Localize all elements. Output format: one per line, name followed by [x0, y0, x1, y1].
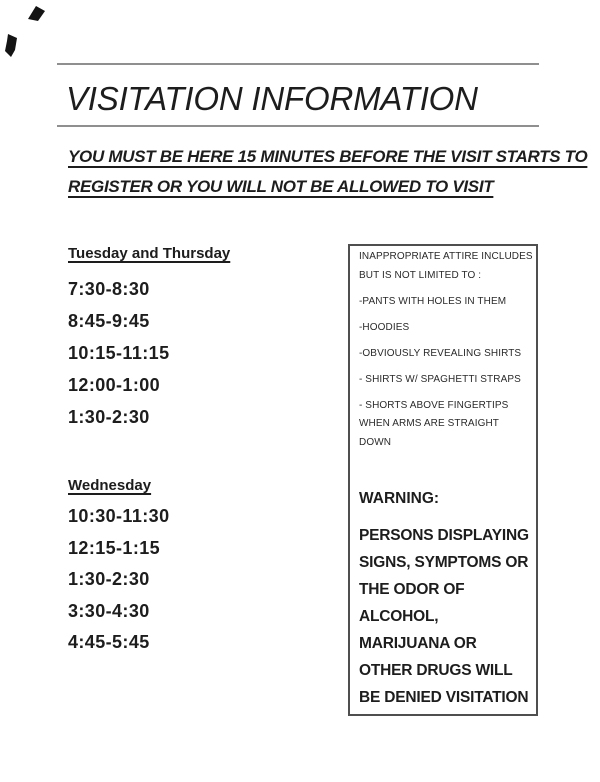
time-slot: 12:15-1:15 [68, 537, 161, 558]
warning-heading: WARNING: [359, 489, 440, 507]
attire-item-line: WHEN ARMS ARE STRAIGHT [359, 418, 499, 429]
warning-line: SIGNS, SYMPTOMS OR [359, 553, 529, 571]
attire-item-line: - SHORTS ABOVE FINGERTIPS [359, 399, 509, 411]
schedule-section-tuesday-thursday [68, 244, 338, 427]
schedule-day-heading: Tuesday and Thursday [68, 245, 231, 262]
warning-line: ALCOHOL, [359, 607, 439, 625]
time-slot: 7:30-8:30 [68, 279, 150, 299]
time-slot-list [68, 280, 338, 427]
title-top-rule [57, 63, 539, 65]
warning-section [359, 489, 531, 711]
time-slot: 4:45-5:45 [68, 632, 150, 652]
schedule-day-heading: Wednesday [68, 477, 152, 494]
scan-artifact-mark-top [28, 6, 45, 21]
time-slot: 12:00-1:00 [68, 375, 161, 395]
warning-line: BE DENIED VISITATION [359, 688, 529, 706]
time-slot: 10:15-11:15 [68, 343, 170, 363]
time-slot: 3:30-4:30 [68, 600, 150, 621]
time-slot-list [68, 507, 338, 652]
attire-item-line: -HOODIES [359, 321, 410, 333]
time-slot: 10:30-11:30 [68, 506, 170, 526]
attire-intro-line: INAPPROPRIATE ATTIRE INCLUDES [359, 251, 533, 262]
warning-body [359, 522, 531, 711]
attire-item-line: -PANTS WITH HOLES IN THEM [359, 295, 507, 307]
attire-rules-box [348, 244, 538, 716]
time-slot: 1:30-2:30 [68, 569, 150, 589]
attire-item-line: DOWN [359, 436, 392, 448]
attire-intro [359, 248, 531, 285]
warning-line: OTHER DRUGS WILL [359, 661, 513, 679]
warning-line: MARIJUANA OR [359, 634, 477, 652]
arrival-notice [68, 146, 587, 206]
arrival-notice-line: REGISTER OR YOU WILL NOT BE ALLOWED TO VISIT [68, 177, 494, 196]
arrival-notice-line: YOU MUST BE HERE 15 MINUTES BEFORE THE VISIT STARTS TO [68, 147, 588, 166]
visit-schedule [68, 244, 338, 665]
scan-artifact-mark-left [5, 34, 17, 57]
scan-artifact-marks [0, 0, 60, 62]
time-slot: 1:30-2:30 [68, 407, 150, 427]
time-slot: 8:45-9:45 [68, 311, 150, 331]
schedule-section-wednesday [68, 476, 338, 652]
title-bottom-rule [57, 125, 539, 127]
attire-item-list [359, 293, 531, 453]
attire-item-line: - SHIRTS W/ SPAGHETTI STRAPS [359, 373, 521, 385]
attire-item-line: -OBVIOUSLY REVEALING SHIRTS [359, 347, 522, 359]
warning-line: PERSONS DISPLAYING [359, 526, 529, 544]
attire-intro-line: BUT IS NOT LIMITED TO : [359, 269, 482, 281]
warning-line: THE ODOR OF [359, 580, 465, 598]
page-title: VISITATION INFORMATION [66, 80, 478, 117]
